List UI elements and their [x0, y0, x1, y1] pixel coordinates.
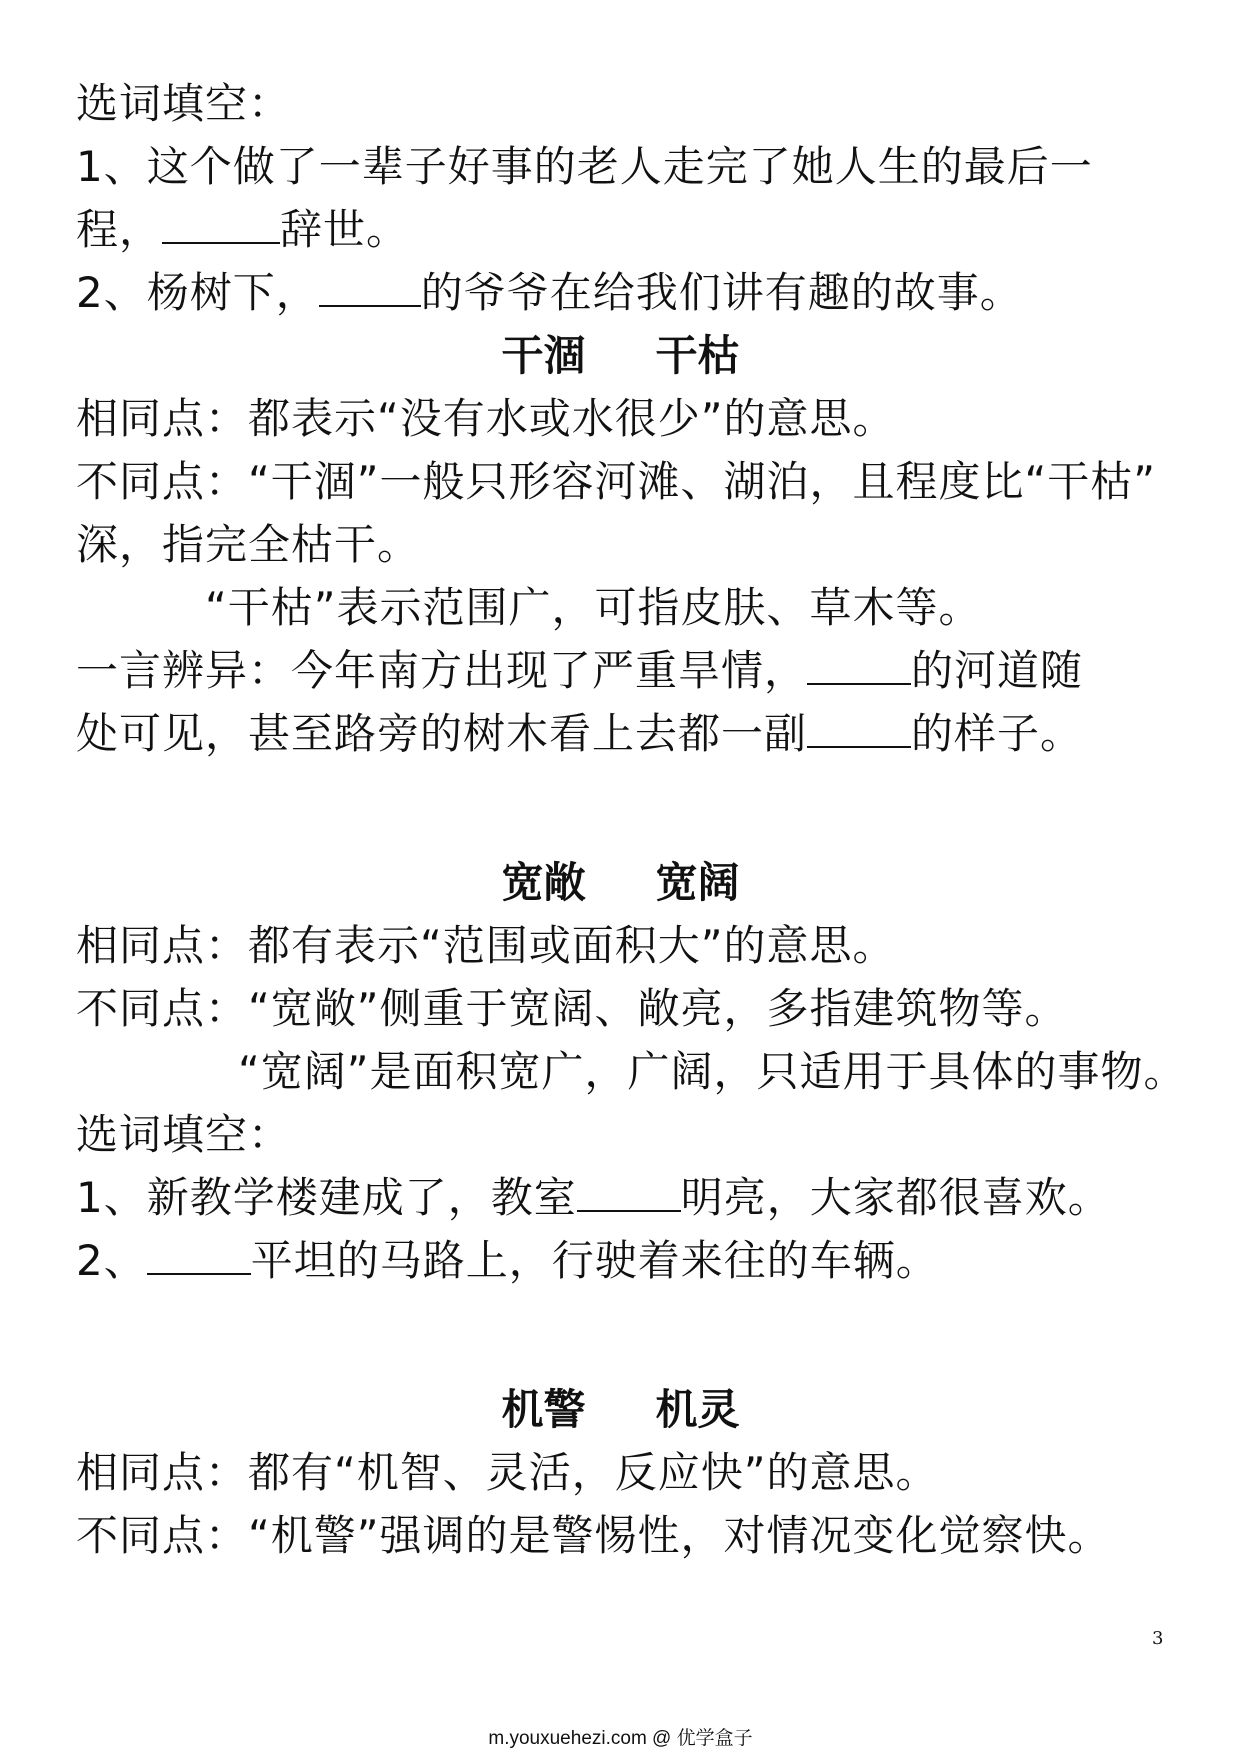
similarity-line: 相同点：都有表示“范围或面积大”的意思。 [76, 921, 896, 970]
word-pair-heading [0, 1378, 1241, 1442]
fill-blank-title: 选词填空： [76, 79, 292, 128]
difference-line-3: “干枯”表示范围广，可指皮肤、草木等。 [205, 583, 982, 632]
question-1-line-1: 1、这个做了一辈子好事的老人走完了她人生的最后一 [76, 142, 1093, 191]
example-text: 一言辨异：今年南方出现了严重旱情， [76, 646, 808, 695]
example-line-2 [76, 702, 1176, 766]
word-pair-heading [0, 324, 1241, 388]
answer-blank[interactable] [577, 1166, 681, 1212]
question-1-line [76, 1166, 1176, 1230]
word-pair-heading [0, 851, 1241, 915]
difference-line-1: 不同点：“干涸”一般只形容河滩、湖泊，且程度比“干枯” [76, 457, 1157, 506]
answer-blank[interactable] [807, 639, 911, 685]
word-2: 机灵 [655, 1385, 740, 1434]
difference-line-2: 深，指完全枯干。 [76, 520, 421, 569]
word-1: 机警 [501, 1385, 586, 1434]
answer-blank[interactable] [319, 261, 421, 307]
question-text: 明亮，大家都很喜欢。 [680, 1173, 1111, 1222]
example-text: 处可见，甚至路旁的树木看上去都一副 [76, 709, 808, 758]
answer-blank[interactable] [162, 198, 280, 244]
question-2-line [76, 261, 1176, 325]
word-2: 宽阔 [655, 858, 740, 907]
difference-line-1: 不同点：“宽敞”侧重于宽阔、敞亮，多指建筑物等。 [76, 984, 1068, 1033]
example-text: 的样子。 [911, 709, 1084, 758]
answer-blank[interactable] [147, 1229, 251, 1275]
word-1: 宽敞 [501, 858, 586, 907]
question-text: 1、新教学楼建成了，教室 [76, 1173, 577, 1222]
question-text: 2、 [76, 1236, 147, 1285]
question-text: 辞世。 [280, 205, 410, 254]
similarity-line: 相同点：都表示“没有水或水很少”的意思。 [76, 394, 896, 443]
word-2: 干枯 [655, 331, 740, 380]
difference-line-2: “宽阔”是面积宽广，广阔，只适用于具体的事物。 [238, 1047, 1187, 1096]
question-2-line [76, 1229, 1176, 1293]
question-1-line-2 [76, 198, 1176, 262]
question-text: 的爷爷在给我们讲有趣的故事。 [420, 268, 1023, 317]
question-text: 2、杨树下， [76, 268, 319, 317]
fill-blank-title: 选词填空： [76, 1110, 292, 1159]
page-number: 3 [1152, 1628, 1164, 1649]
answer-blank[interactable] [807, 702, 911, 748]
example-line-1 [76, 639, 1176, 703]
question-text: 程， [76, 205, 163, 254]
word-1: 干涸 [501, 331, 586, 380]
difference-line-1: 不同点：“机警”强调的是警惕性，对情况变化觉察快。 [76, 1511, 1111, 1560]
example-text: 的河道随 [911, 646, 1084, 695]
question-text: 平坦的马路上，行驶着来往的车辆。 [250, 1236, 939, 1285]
footer-watermark: m.youxuehezi.com @ 优学盒子 [488, 1728, 753, 1749]
similarity-line: 相同点：都有“机智、灵活，反应快”的意思。 [76, 1448, 939, 1497]
